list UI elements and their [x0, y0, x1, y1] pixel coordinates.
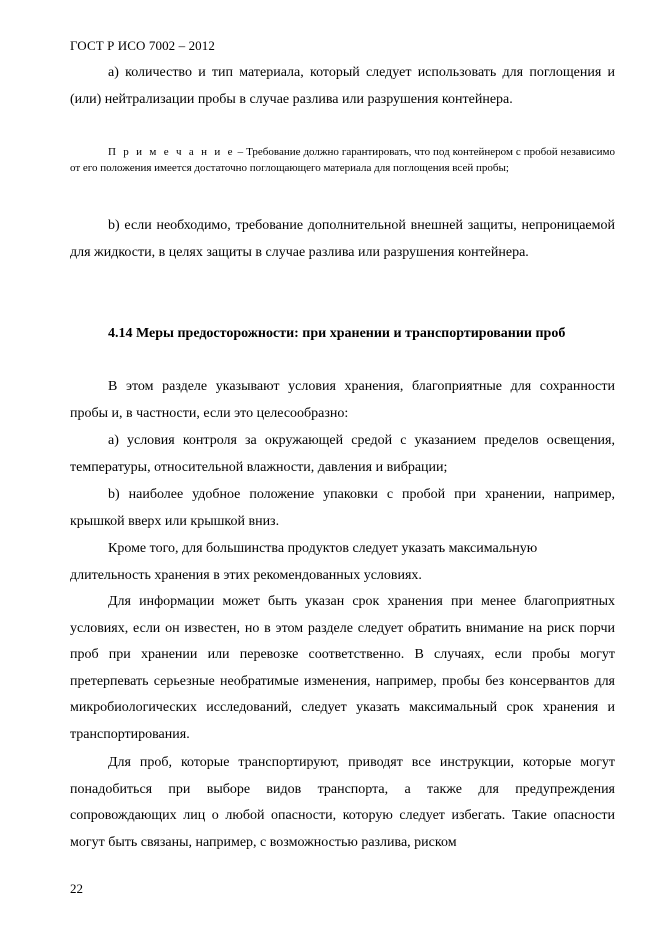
- paragraph-transport: Для проб, которые транспортируют, приводят все инструкции, которые могут понадобиться при выборе видов транспорта, а также для предупреждения сопровождающих лиц о любой опасности, которую следует избегать. Такие опасности могут быть связаны, например, с возможностью разлива, риском: [70, 755, 615, 850]
- paragraph-storage-conditions: В этом разделе указывают условия хранения, благоприятные для сохранности пробы и, в частности, если это целесообразно:: [70, 379, 615, 421]
- list-item-a-absorbent-material: a) количество и тип материала, который следует использовать для поглощения и (или) нейтрализации пробы в случае разлива или разрушения контейнера.: [70, 65, 615, 107]
- list-item-b-outer-protection: b) если необходимо, требование дополнительной внешней защиты, непроницаемой для жидкости, в целях защиты в случае разлива или разрушения контейнера.: [70, 218, 615, 260]
- note-text: – Требование должно гарантировать, что под контейнером с пробой независимо от его положения имеется достаточно поглощающего материала для поглощения всей пробы;: [70, 146, 616, 174]
- section-heading: 4.14 Меры предосторожности: при хранении и транспортировании проб: [108, 326, 566, 341]
- list-item-b-package-position: b) наиболее удобное положение упаковки с пробой при хранении, например, крышкой вверх или крышкой вниз.: [70, 487, 615, 529]
- document-header: ГОСТ Р ИСО 7002 – 2012: [70, 38, 215, 53]
- paragraph-max-storage: Кроме того, для большинства продуктов следует указать максимальную длительность хранения в этих рекомендованных условиях.: [70, 541, 538, 583]
- note-paragraph: [70, 144, 615, 176]
- page-number: 22: [70, 881, 83, 896]
- note-label: П р и м е ч а н и е: [108, 146, 235, 158]
- paragraph-storage-info: Для информации может быть указан срок хранения при менее благоприятных условиях, если он известен, но в этом разделе следует обратить внимание на риск порчи проб при хранении или перевозке соответственно. В случаях, если пробы могут претерпевать серьезные необратимые изменения, например, пробы без консервантов для микробиологических исследований, следует указать максимальный срок хранения и транспортирования.: [70, 594, 615, 742]
- list-item-a-environment-control: a) условия контроля за окружающей средой с указанием пределов освещения, температуры, относительной влажности, давления и вибрации;: [70, 433, 615, 475]
